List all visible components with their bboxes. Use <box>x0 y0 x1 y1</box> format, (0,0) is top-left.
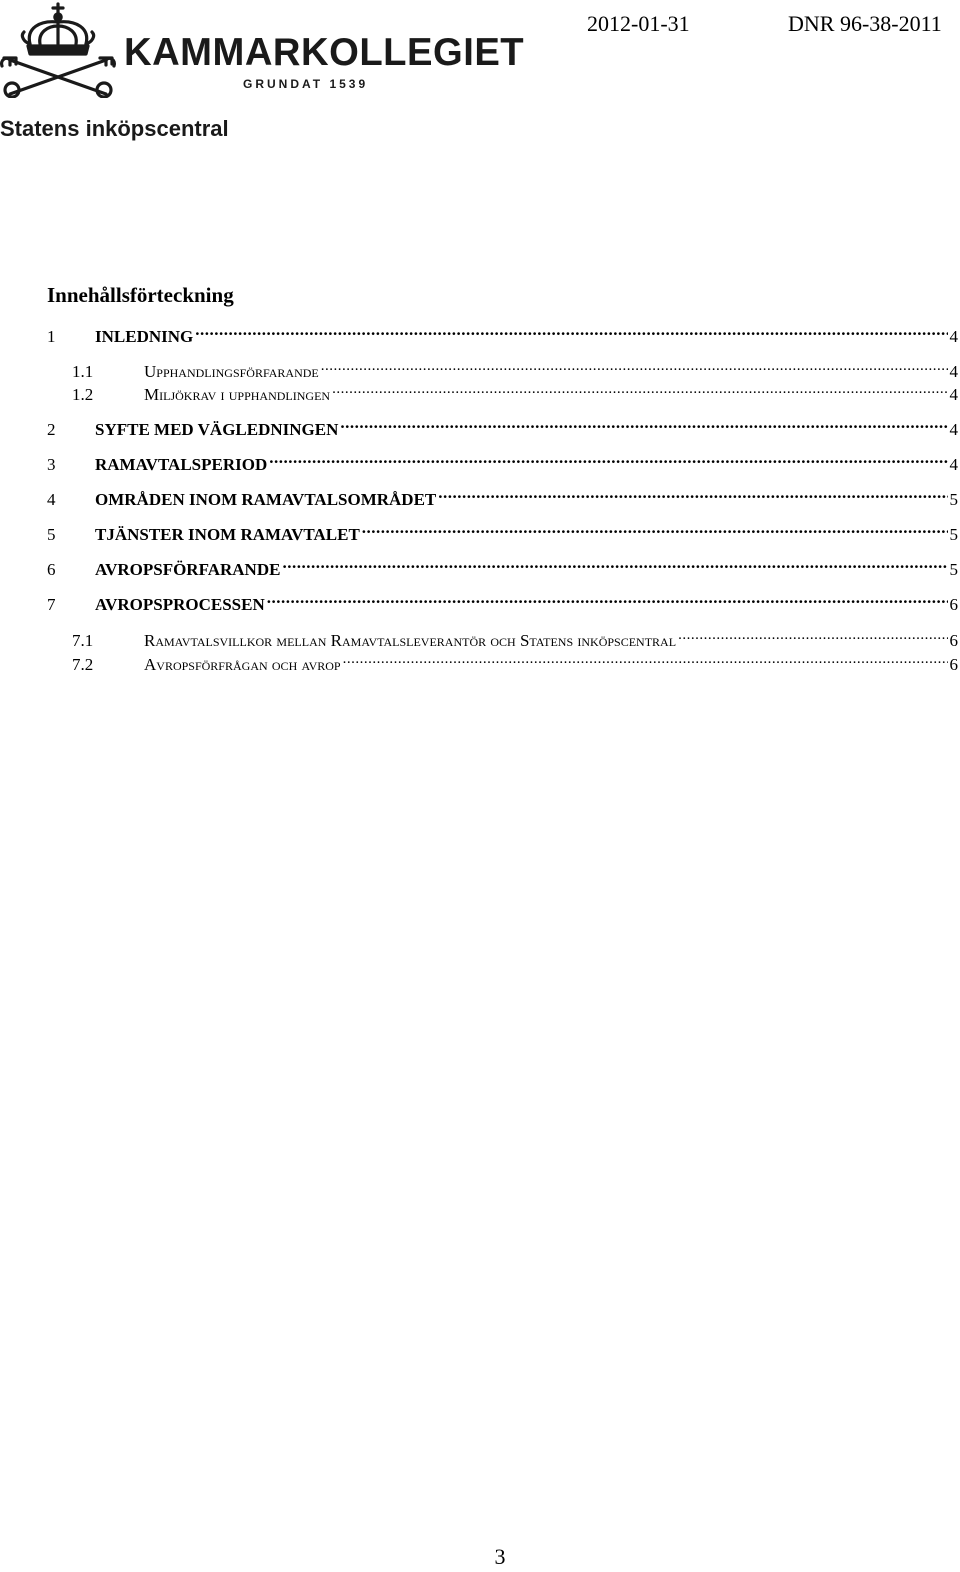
toc-entry-number: 1.1 <box>72 362 94 381</box>
organization-name: KAMMARKOLLEGIET <box>124 31 525 74</box>
toc-entry-number: 7 <box>47 595 56 614</box>
document-date: 2012-01-31 <box>587 11 690 36</box>
toc-entry-title: Upphandlingsförfarande <box>144 362 319 381</box>
toc-entry-page: 4 <box>949 362 958 381</box>
dot-leader <box>267 590 948 610</box>
toc-entry-title: AVROPSFÖRFARANDE <box>95 560 281 579</box>
toc-entry-number: 3 <box>47 455 56 474</box>
toc-entry-page: 6 <box>949 595 958 614</box>
toc-heading: Innehållsförteckning <box>47 283 234 307</box>
dot-leader <box>678 626 947 646</box>
toc-entry-number: 6 <box>47 560 56 579</box>
toc-entry[interactable] <box>47 322 958 346</box>
toc-entry-title: RAMAVTALSPERIOD <box>95 455 268 474</box>
toc-entry[interactable] <box>72 626 958 650</box>
crown-keys-logo <box>0 2 120 98</box>
document-reference-number: DNR 96-38-2011 <box>788 11 942 36</box>
toc-entry-page: 5 <box>949 525 958 544</box>
toc-entry-page: 4 <box>949 385 958 404</box>
toc-entry-title: Ramavtalsvillkor mellan Ramavtalsleverantör och Statens inköpscentral <box>144 631 677 650</box>
dot-leader <box>343 650 948 670</box>
toc-entry[interactable] <box>47 590 958 614</box>
toc-entry[interactable] <box>72 650 958 674</box>
dot-leader <box>282 555 947 575</box>
toc-entry-number: 1.2 <box>72 385 94 404</box>
unit-name: Statens inköpscentral <box>0 116 229 141</box>
dot-leader <box>269 450 947 470</box>
dot-leader <box>195 322 947 342</box>
dot-leader <box>340 415 947 435</box>
toc-entry-page: 4 <box>949 327 958 346</box>
toc-entry-number: 7.1 <box>72 631 94 650</box>
dot-leader <box>332 380 947 400</box>
toc-entry-title: Avropsförfrågan och avrop <box>144 655 341 674</box>
toc-entry-page: 5 <box>949 560 958 579</box>
toc-entry[interactable] <box>47 555 958 579</box>
page-number: 3 <box>494 1544 506 1569</box>
toc-entry-title: Miljökrav i upphandlingen <box>144 385 331 404</box>
toc-entry[interactable] <box>72 357 958 381</box>
dot-leader <box>438 485 947 505</box>
toc-entry-page: 5 <box>949 490 958 509</box>
toc-entry-number: 7.2 <box>72 655 94 674</box>
dot-leader <box>362 520 948 540</box>
toc-entry-page: 4 <box>949 420 958 439</box>
toc-entry-number: 4 <box>47 490 56 509</box>
dot-leader <box>321 357 948 377</box>
toc-entry-title: AVROPSPROCESSEN <box>95 595 265 614</box>
toc-entry[interactable] <box>47 520 958 544</box>
toc-entry-title: TJÄNSTER INOM RAMAVTALET <box>95 525 360 544</box>
toc-entry-page: 6 <box>949 655 958 674</box>
toc-entry-page: 4 <box>949 455 958 474</box>
toc-entry[interactable] <box>47 485 958 509</box>
toc-entry[interactable] <box>47 415 958 439</box>
toc-entry-number: 2 <box>47 420 56 439</box>
organization-tagline: GRUNDAT 1539 <box>243 77 369 91</box>
toc-entry[interactable] <box>72 380 958 404</box>
toc-entry-number: 1 <box>47 327 56 346</box>
toc-entry[interactable] <box>47 450 958 474</box>
toc-entry-title: OMRÅDEN INOM RAMAVTALSOMRÅDET <box>95 490 437 509</box>
toc-entry-number: 5 <box>47 525 56 544</box>
toc-entry-title: INLEDNING <box>95 327 194 346</box>
toc-entry-page: 6 <box>949 631 958 650</box>
toc-entry-title: SYFTE MED VÄGLEDNINGEN <box>95 420 339 439</box>
